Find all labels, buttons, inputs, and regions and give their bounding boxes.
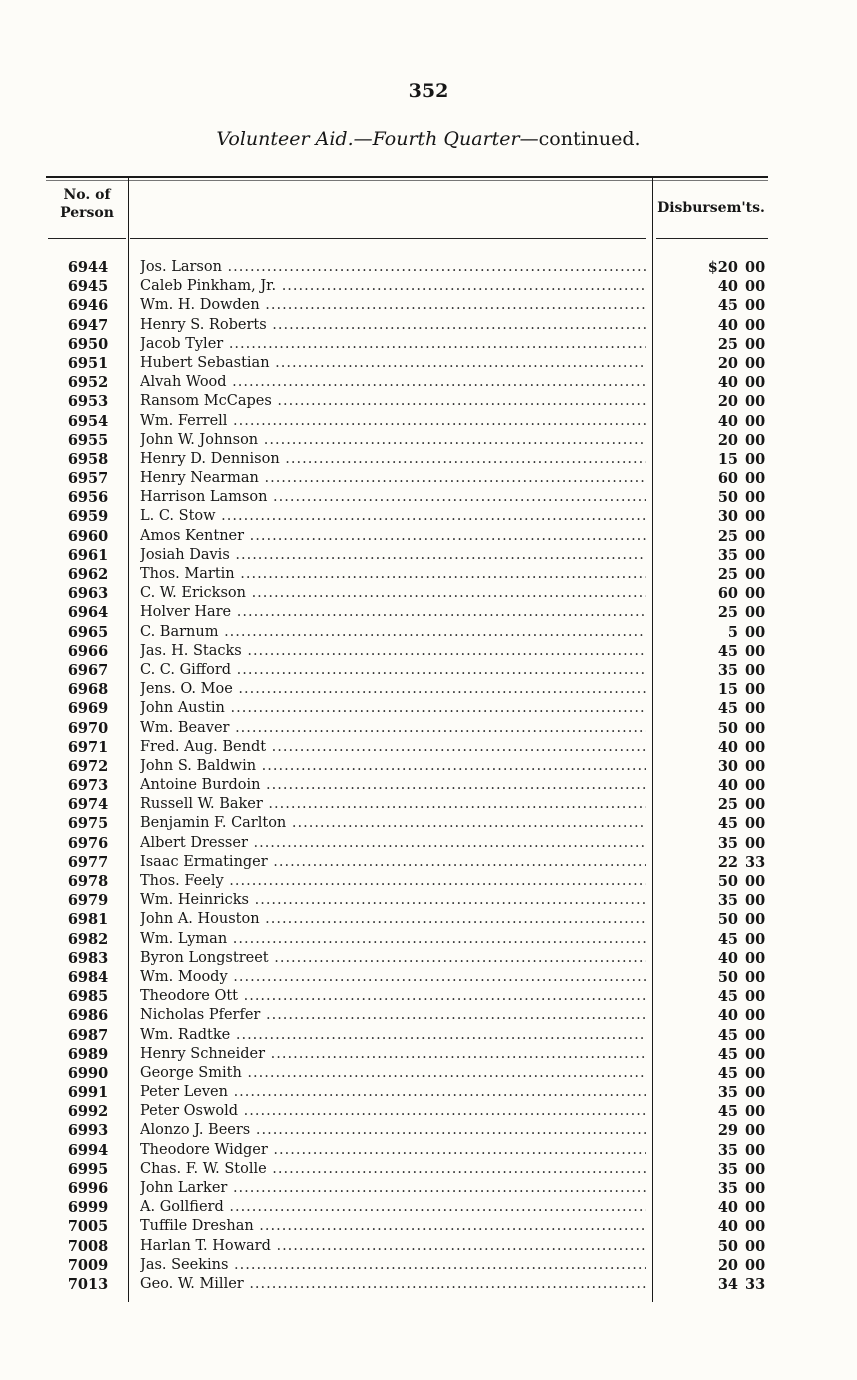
table-row bbox=[0, 891, 857, 910]
amount-dollars: 40 bbox=[717, 278, 738, 296]
amount-cents: 00 bbox=[745, 546, 766, 564]
table-row bbox=[0, 910, 857, 929]
header-person-number bbox=[48, 186, 126, 222]
person-name: George Smith ..... bbox=[140, 1064, 646, 1083]
amount-cents: 00 bbox=[745, 470, 766, 488]
table-row bbox=[0, 1083, 857, 1102]
person-name: Jens. O. Moe ..... bbox=[140, 680, 646, 699]
person-number: 6966 bbox=[67, 642, 109, 660]
person-name: C. Barnum ..... bbox=[140, 623, 646, 642]
amount-cents: 00 bbox=[745, 1122, 766, 1140]
amount-cents: 00 bbox=[745, 1180, 766, 1197]
person-name: Jas. H. Stacks ..... bbox=[140, 642, 646, 661]
person-name: Ransom McCapes ..... bbox=[140, 392, 646, 411]
amount-dollars: 45 bbox=[717, 700, 738, 718]
person-name: Thos. Feely ..... bbox=[140, 872, 646, 891]
person-number: 6991 bbox=[67, 1084, 109, 1102]
person-number: 6967 bbox=[67, 661, 109, 679]
table-row bbox=[0, 354, 857, 373]
amount-cents: 00 bbox=[745, 873, 766, 890]
amount-dollars: 50 bbox=[717, 489, 738, 507]
amount-dollars: 25 bbox=[717, 604, 738, 622]
person-name: Wm. Lyman ..... bbox=[140, 930, 646, 949]
table-row bbox=[0, 469, 857, 488]
table-row bbox=[0, 699, 857, 718]
header-person-line2: Person bbox=[60, 205, 114, 221]
person-number: 6982 bbox=[67, 930, 109, 948]
amount-cents: 33 bbox=[745, 853, 766, 871]
amount-dollars: 20 bbox=[717, 393, 738, 411]
amount-dollars: 35 bbox=[717, 834, 738, 852]
amount-dollars: 40 bbox=[717, 949, 738, 967]
amount-dollars: 30 bbox=[717, 508, 738, 526]
person-number: 6990 bbox=[67, 1064, 109, 1082]
amount-cents: 00 bbox=[745, 757, 766, 775]
amount-cents: 00 bbox=[745, 335, 766, 353]
person-name: Geo. W. Miller ..... bbox=[140, 1275, 646, 1294]
person-name: Benjamin F. Carlton ..... bbox=[140, 814, 646, 833]
person-name: Henry Nearman ..... bbox=[140, 469, 646, 488]
amount-cents: 00 bbox=[745, 604, 766, 622]
table-row bbox=[0, 642, 857, 661]
person-number: 6972 bbox=[67, 757, 109, 775]
table-row bbox=[0, 968, 857, 987]
person-name: Nicholas Pferfer ..... bbox=[140, 1006, 646, 1025]
amount-cents: 00 bbox=[745, 623, 766, 641]
amount-dollars: 30 bbox=[717, 757, 738, 775]
person-number: 6987 bbox=[67, 1026, 109, 1044]
amount-cents: 00 bbox=[745, 988, 766, 1006]
amount-dollars: 50 bbox=[717, 873, 738, 890]
person-name: John A. Houston ..... bbox=[140, 910, 646, 929]
person-number: 6958 bbox=[67, 450, 109, 468]
amount-dollars: 45 bbox=[717, 988, 738, 1006]
table-row bbox=[0, 853, 857, 872]
title-suffix: —continued. bbox=[519, 128, 641, 150]
table-top-rule bbox=[46, 176, 768, 178]
person-number: 6959 bbox=[67, 508, 109, 526]
person-name: John W. Johnson ..... bbox=[140, 431, 646, 450]
table-row bbox=[0, 623, 857, 642]
amount-cents: 00 bbox=[745, 316, 766, 334]
amount-dollars: 35 bbox=[717, 546, 738, 564]
amount-cents: 00 bbox=[745, 450, 766, 468]
person-number: 7013 bbox=[67, 1275, 109, 1293]
table-row bbox=[0, 296, 857, 315]
person-name: Thos. Martin ..... bbox=[140, 565, 646, 584]
table-row bbox=[0, 834, 857, 853]
table-row bbox=[0, 776, 857, 795]
person-number: 6989 bbox=[67, 1045, 109, 1063]
amount-dollars: 15 bbox=[717, 450, 738, 468]
person-number: 6970 bbox=[67, 719, 109, 737]
table-row bbox=[0, 680, 857, 699]
table-row bbox=[0, 930, 857, 949]
person-name: Amos Kentner ..... bbox=[140, 527, 646, 546]
person-number: 6969 bbox=[67, 700, 109, 718]
amount-dollars: 20 bbox=[717, 1256, 738, 1274]
header-underline-person bbox=[48, 238, 126, 239]
table-row bbox=[0, 719, 857, 738]
person-number: 6944 bbox=[67, 259, 109, 276]
amount-dollars: 35 bbox=[717, 892, 738, 910]
person-number: 6981 bbox=[67, 911, 109, 929]
table-row bbox=[0, 277, 857, 296]
amount-dollars: 50 bbox=[717, 1237, 738, 1255]
table-row bbox=[0, 335, 857, 354]
table-row bbox=[0, 392, 857, 411]
person-name: Albert Dresser ..... bbox=[140, 834, 646, 853]
person-number: 6994 bbox=[67, 1141, 109, 1159]
amount-dollars: 34 bbox=[717, 1275, 738, 1293]
amount-dollars: 35 bbox=[717, 1160, 738, 1178]
person-number: 6961 bbox=[67, 546, 109, 564]
page-title bbox=[0, 128, 857, 150]
amount-dollars: 60 bbox=[717, 585, 738, 603]
person-number: 7009 bbox=[67, 1256, 109, 1274]
table-row bbox=[0, 795, 857, 814]
table-row bbox=[0, 412, 857, 431]
amount-dollars: 25 bbox=[717, 796, 738, 814]
amount-cents: 00 bbox=[745, 259, 766, 276]
amount-cents: 00 bbox=[745, 278, 766, 296]
person-number: 6974 bbox=[67, 796, 109, 814]
amount-dollars: 22 bbox=[717, 853, 738, 871]
person-number: 6960 bbox=[67, 527, 109, 545]
amount-dollars: 35 bbox=[717, 1180, 738, 1197]
person-name: Alvah Wood ..... bbox=[140, 373, 646, 392]
amount-dollars: 40 bbox=[717, 777, 738, 795]
person-name: Henry S. Roberts ..... bbox=[140, 316, 646, 335]
person-number: 6999 bbox=[67, 1199, 109, 1217]
person-name: Wm. Heinricks ..... bbox=[140, 891, 646, 910]
table-row bbox=[0, 1179, 857, 1198]
amount-cents: 00 bbox=[745, 700, 766, 718]
person-number: 6951 bbox=[67, 354, 109, 372]
person-number: 6956 bbox=[67, 489, 109, 507]
person-number: 6965 bbox=[67, 623, 109, 641]
amount-cents: 00 bbox=[745, 719, 766, 737]
table-row bbox=[0, 258, 857, 277]
amount-dollars: 35 bbox=[717, 1084, 738, 1102]
person-number: 6964 bbox=[67, 604, 109, 622]
table-row bbox=[0, 814, 857, 833]
amount-dollars: 50 bbox=[717, 968, 738, 986]
person-name: Peter Oswold ..... bbox=[140, 1102, 646, 1121]
amount-cents: 00 bbox=[745, 412, 766, 430]
amount-dollars: 40 bbox=[717, 316, 738, 334]
person-number: 6976 bbox=[67, 834, 109, 852]
amount-cents: 00 bbox=[745, 374, 766, 392]
amount-cents: 00 bbox=[745, 1045, 766, 1063]
amount-cents: 00 bbox=[745, 1141, 766, 1159]
amount-dollars: 20 bbox=[717, 354, 738, 372]
amount-dollars: 40 bbox=[717, 1007, 738, 1025]
amount-dollars: 25 bbox=[717, 527, 738, 545]
person-number: 6977 bbox=[67, 853, 109, 871]
person-name: Russell W. Baker ..... bbox=[140, 795, 646, 814]
table-row bbox=[0, 1026, 857, 1045]
table-row bbox=[0, 1064, 857, 1083]
table-row bbox=[0, 1121, 857, 1140]
amount-dollars: 15 bbox=[717, 681, 738, 699]
table-row bbox=[0, 527, 857, 546]
amount-cents: 00 bbox=[745, 1199, 766, 1217]
amount-cents: 33 bbox=[745, 1275, 766, 1293]
table-row bbox=[0, 373, 857, 392]
header-disbursements: Disbursem'ts. bbox=[657, 200, 765, 216]
amount-dollars: 45 bbox=[717, 1103, 738, 1121]
person-name: C. C. Gifford ..... bbox=[140, 661, 646, 680]
amount-dollars: 40 bbox=[717, 412, 738, 430]
amount-dollars: 40 bbox=[717, 374, 738, 392]
amount-dollars: 40 bbox=[717, 738, 738, 756]
person-number: 6993 bbox=[67, 1122, 109, 1140]
amount-cents: 00 bbox=[745, 1256, 766, 1274]
amount-dollars: 40 bbox=[717, 1218, 738, 1236]
table-row bbox=[0, 507, 857, 526]
title-main: Volunteer Aid.—Fourth Quarter bbox=[216, 128, 520, 150]
person-name: Tuffile Dreshan ..... bbox=[140, 1217, 646, 1236]
amount-cents: 00 bbox=[745, 815, 766, 833]
amount-cents: 00 bbox=[745, 1103, 766, 1121]
person-name: John Austin ..... bbox=[140, 699, 646, 718]
amount-cents: 00 bbox=[745, 585, 766, 603]
table-row bbox=[0, 757, 857, 776]
person-name: Byron Longstreet ..... bbox=[140, 949, 646, 968]
amount-cents: 00 bbox=[745, 1237, 766, 1255]
person-name: L. C. Stow ..... bbox=[140, 507, 646, 526]
table-row bbox=[0, 546, 857, 565]
table-row bbox=[0, 1237, 857, 1256]
person-number: 7008 bbox=[67, 1237, 109, 1255]
person-number: 6984 bbox=[67, 968, 109, 986]
table-row bbox=[0, 450, 857, 469]
table-row bbox=[0, 1160, 857, 1179]
person-name: Jas. Seekins ..... bbox=[140, 1256, 646, 1275]
amount-dollars: 25 bbox=[717, 566, 738, 583]
table-row bbox=[0, 565, 857, 584]
person-name: Fred. Aug. Bendt ..... bbox=[140, 738, 646, 757]
table-row bbox=[0, 872, 857, 891]
amount-dollars: 45 bbox=[717, 1064, 738, 1082]
person-name: C. W. Erickson ..... bbox=[140, 584, 646, 603]
amount-cents: 00 bbox=[745, 1218, 766, 1236]
person-number: 6945 bbox=[67, 278, 109, 296]
person-name: Wm. Moody ..... bbox=[140, 968, 646, 987]
amount-dollars: $20 bbox=[707, 259, 738, 276]
person-name: Theodore Widger ..... bbox=[140, 1141, 646, 1160]
amount-cents: 00 bbox=[745, 1026, 766, 1044]
person-name: Harrison Lamson ..... bbox=[140, 488, 646, 507]
amount-cents: 00 bbox=[745, 930, 766, 948]
amount-cents: 00 bbox=[745, 911, 766, 929]
person-name: Henry D. Dennison ..... bbox=[140, 450, 646, 469]
amount-cents: 00 bbox=[745, 393, 766, 411]
person-number: 6962 bbox=[67, 566, 109, 583]
table-row bbox=[0, 987, 857, 1006]
person-name: Wm. Beaver ..... bbox=[140, 719, 646, 738]
amount-dollars: 50 bbox=[717, 719, 738, 737]
table-row bbox=[0, 316, 857, 335]
amount-dollars: 25 bbox=[717, 335, 738, 353]
amount-cents: 00 bbox=[745, 508, 766, 526]
person-name: Henry Schneider ..... bbox=[140, 1045, 646, 1064]
person-number: 6986 bbox=[67, 1007, 109, 1025]
person-name: Isaac Ermatinger ..... bbox=[140, 853, 646, 872]
person-name: Wm. Ferrell ..... bbox=[140, 412, 646, 431]
table-row bbox=[0, 1198, 857, 1217]
person-name: Josiah Davis ..... bbox=[140, 546, 646, 565]
person-number: 6957 bbox=[67, 470, 109, 488]
amount-cents: 00 bbox=[745, 1084, 766, 1102]
amount-dollars: 45 bbox=[717, 930, 738, 948]
table-top-rule-thin bbox=[46, 180, 768, 181]
person-number: 6992 bbox=[67, 1103, 109, 1121]
person-number: 6947 bbox=[67, 316, 109, 334]
person-number: 6954 bbox=[67, 412, 109, 430]
amount-cents: 00 bbox=[745, 489, 766, 507]
person-number: 6971 bbox=[67, 738, 109, 756]
amount-dollars: 20 bbox=[717, 431, 738, 449]
amount-dollars: 45 bbox=[717, 1045, 738, 1063]
amount-cents: 00 bbox=[745, 527, 766, 545]
table-row bbox=[0, 488, 857, 507]
person-name: Caleb Pinkham, Jr. ..... bbox=[140, 277, 646, 296]
person-number: 6955 bbox=[67, 431, 109, 449]
table-row bbox=[0, 949, 857, 968]
person-number: 6950 bbox=[67, 335, 109, 353]
amount-cents: 00 bbox=[745, 642, 766, 660]
table-body bbox=[0, 258, 857, 1294]
table-row bbox=[0, 1256, 857, 1275]
header-underline-disb bbox=[656, 238, 768, 239]
person-number: 6985 bbox=[67, 988, 109, 1006]
table-row bbox=[0, 1045, 857, 1064]
person-name: Holver Hare ..... bbox=[140, 603, 646, 622]
amount-dollars: 60 bbox=[717, 470, 738, 488]
amount-cents: 00 bbox=[745, 949, 766, 967]
amount-cents: 00 bbox=[745, 892, 766, 910]
person-number: 6953 bbox=[67, 393, 109, 411]
amount-cents: 00 bbox=[745, 566, 766, 583]
amount-cents: 00 bbox=[745, 1160, 766, 1178]
person-number: 6978 bbox=[67, 873, 109, 890]
amount-cents: 00 bbox=[745, 1007, 766, 1025]
amount-dollars: 45 bbox=[717, 1026, 738, 1044]
amount-cents: 00 bbox=[745, 777, 766, 795]
table-row bbox=[0, 1141, 857, 1160]
table-row bbox=[0, 584, 857, 603]
amount-cents: 00 bbox=[745, 1064, 766, 1082]
person-name: Alonzo J. Beers ..... bbox=[140, 1121, 646, 1140]
table-row bbox=[0, 1275, 857, 1294]
person-number: 6968 bbox=[67, 681, 109, 699]
person-name: Chas. F. W. Stolle ..... bbox=[140, 1160, 646, 1179]
person-name: Theodore Ott ..... bbox=[140, 987, 646, 1006]
amount-dollars: 45 bbox=[717, 815, 738, 833]
table-row bbox=[0, 738, 857, 757]
amount-dollars: 40 bbox=[717, 1199, 738, 1217]
table-row bbox=[0, 431, 857, 450]
table-row bbox=[0, 661, 857, 680]
amount-dollars: 50 bbox=[717, 911, 738, 929]
person-number: 7005 bbox=[67, 1218, 109, 1236]
amount-dollars: 29 bbox=[717, 1122, 738, 1140]
amount-dollars: 35 bbox=[717, 661, 738, 679]
amount-dollars: 35 bbox=[717, 1141, 738, 1159]
amount-cents: 00 bbox=[745, 661, 766, 679]
amount-dollars: 45 bbox=[717, 642, 738, 660]
amount-cents: 00 bbox=[745, 738, 766, 756]
header-underline-name bbox=[130, 238, 646, 239]
person-name: Jacob Tyler ..... bbox=[140, 335, 646, 354]
table-row bbox=[0, 603, 857, 622]
person-number: 6996 bbox=[67, 1180, 109, 1197]
person-number: 6975 bbox=[67, 815, 109, 833]
person-name: Jos. Larson ..... bbox=[140, 258, 646, 277]
person-number: 6946 bbox=[67, 297, 109, 315]
table-row bbox=[0, 1006, 857, 1025]
amount-cents: 00 bbox=[745, 681, 766, 699]
amount-cents: 00 bbox=[745, 431, 766, 449]
person-number: 6995 bbox=[67, 1160, 109, 1178]
person-name: John S. Baldwin ..... bbox=[140, 757, 646, 776]
amount-dollars: 45 bbox=[717, 297, 738, 315]
person-name: John Larker ..... bbox=[140, 1179, 646, 1198]
table-row bbox=[0, 1217, 857, 1236]
person-number: 6963 bbox=[67, 585, 109, 603]
table-row bbox=[0, 1102, 857, 1121]
amount-cents: 00 bbox=[745, 834, 766, 852]
person-name: Antoine Burdoin ..... bbox=[140, 776, 646, 795]
person-name: Hubert Sebastian ..... bbox=[140, 354, 646, 373]
person-number: 6952 bbox=[67, 374, 109, 392]
amount-dollars: 5 bbox=[727, 623, 738, 641]
person-name: Harlan T. Howard ..... bbox=[140, 1237, 646, 1256]
person-name: Wm. H. Dowden ..... bbox=[140, 296, 646, 315]
header-person-line1: No. of bbox=[63, 187, 111, 203]
amount-cents: 00 bbox=[745, 354, 766, 372]
person-number: 6979 bbox=[67, 892, 109, 910]
person-name: Wm. Radtke ..... bbox=[140, 1026, 646, 1045]
person-number: 6983 bbox=[67, 949, 109, 967]
amount-cents: 00 bbox=[745, 968, 766, 986]
amount-cents: 00 bbox=[745, 796, 766, 814]
page-number: 352 bbox=[408, 80, 449, 102]
person-name: Peter Leven ..... bbox=[140, 1083, 646, 1102]
person-name: A. Gollfierd ..... bbox=[140, 1198, 646, 1217]
amount-cents: 00 bbox=[745, 297, 766, 315]
person-number: 6973 bbox=[67, 777, 109, 795]
